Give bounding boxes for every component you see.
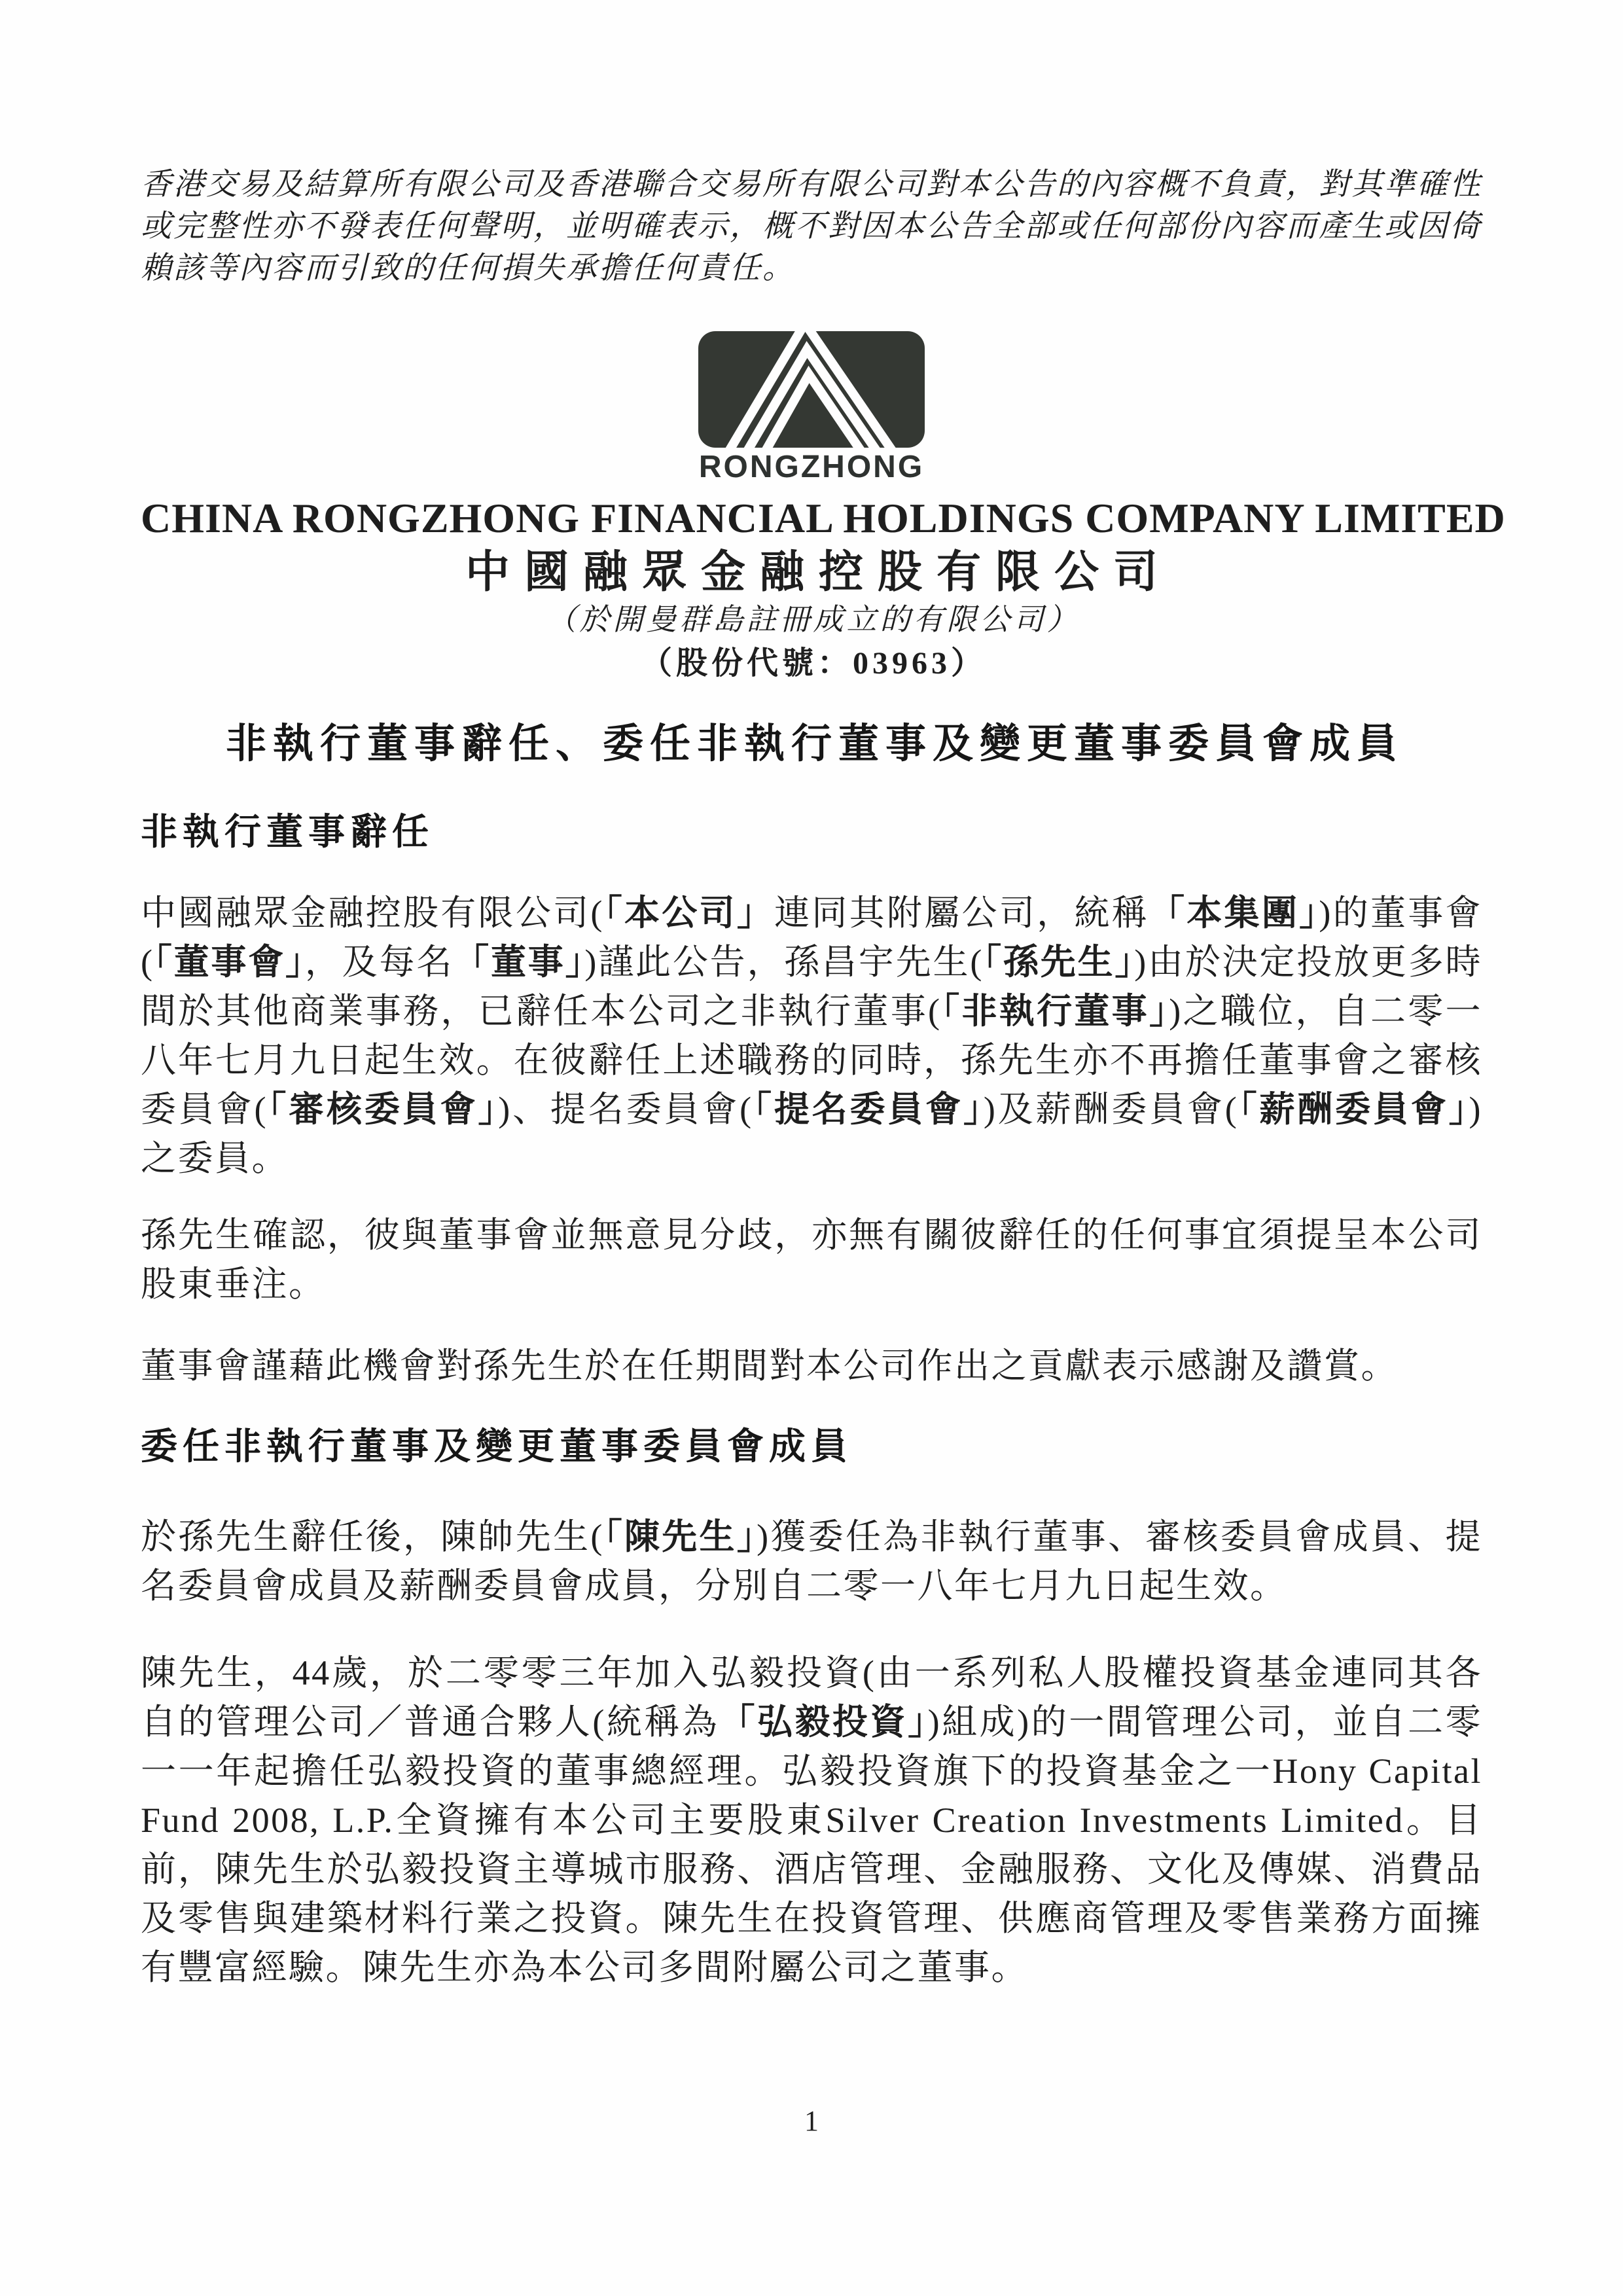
paragraph-resignation-2: 孫先生確認，彼與董事會並無意見分歧，亦無有關彼辭任的任何事宜須提呈本公司股東垂注。: [141, 1215, 1482, 1304]
section-heading-resignation: 非執行董事辭任: [141, 811, 434, 852]
company-logo: [698, 331, 925, 486]
section-heading-appointment: 委任非執行董事及變更董事委員會成員: [141, 1426, 853, 1467]
company-name-english: CHINA RONGZHONG FINANCIAL HOLDINGS COMPANY LIMITED: [141, 495, 1506, 541]
page-number: 1: [804, 2105, 819, 2137]
stock-code: （股份代號：03963）: [640, 646, 986, 681]
rongzhong-logo-icon: [698, 331, 925, 448]
company-name-chinese: 中國融眾金融控股有限公司: [465, 547, 1172, 597]
announcement-title: 非執行董事辭任、委任非執行董事及變更董事委員會成員: [225, 721, 1404, 766]
incorporation-note: （於開曼群島註冊成立的有限公司）: [546, 603, 1080, 636]
paragraph-resignation-1: 中國融眾金融控股有限公司(「本公司」連同其附屬公司，統稱「本集團」)的董事會(「董事會」，及每名「董事」)謹此公告，孫昌宇先生(「孫先生」)由於決定投放更多時間於其他商業事務，已辭任本公司之非執行董事(「非執行董事」)之職位，自二零一八年七月九日起生效。在彼辭任上述職務的同時，孫先生亦不再擔任董事會之審核委員會(「審核委員會」)、提名委員會(「提名委員會」)及薪酬委員會(「薪酬委員會」)之委員。: [141, 893, 1483, 1178]
paragraph-resignation-3: 董事會謹藉此機會對孫先生於在任期間對本公司作出之貢獻表示感謝及讚賞。: [141, 1346, 1398, 1386]
exchange-disclaimer: 香港交易及結算所有限公司及香港聯合交易所有限公司對本公告的內容概不負責，對其準確性或完整性亦不發表任何聲明，並明確表示，概不對因本公告全部或任何部份內容而產生或因倚賴該等內容而引致的任何損失承擔任何責任。: [141, 168, 1482, 285]
paragraph-appointment-1: 於孫先生辭任後，陳帥先生(「陳先生」)獲委任為非執行董事、審核委員會成員、提名委員會成員及薪酬委員會成員，分別自二零一八年七月九日起生效。: [141, 1517, 1483, 1605]
logo-wordmark: RONGZHONG: [698, 450, 925, 484]
paragraph-appointment-2: 陳先生，44歲，於二零零三年加入弘毅投資(由一系列私人股權投資基金連同其各自的管理公司／普通合夥人(統稱為「弘毅投資」)組成)的一間管理公司，並自二零一一年起擔任弘毅投資的董事總經理。弘毅投資旗下的投資基金之一Hony Capital Fund 2008, L.P.全資擁有本公司主要股東Silver Creation Investments Limited。目前，陳先生於弘毅投資主導城市服務、酒店管理、金融服務、文化及傳媒、消費品及零售與建築材料行業之投資。陳先生在投資管理、供應商管理及零售業務方面擁有豐富經驗。陳先生亦為本公司多間附屬公司之董事。: [141, 1653, 1482, 1987]
